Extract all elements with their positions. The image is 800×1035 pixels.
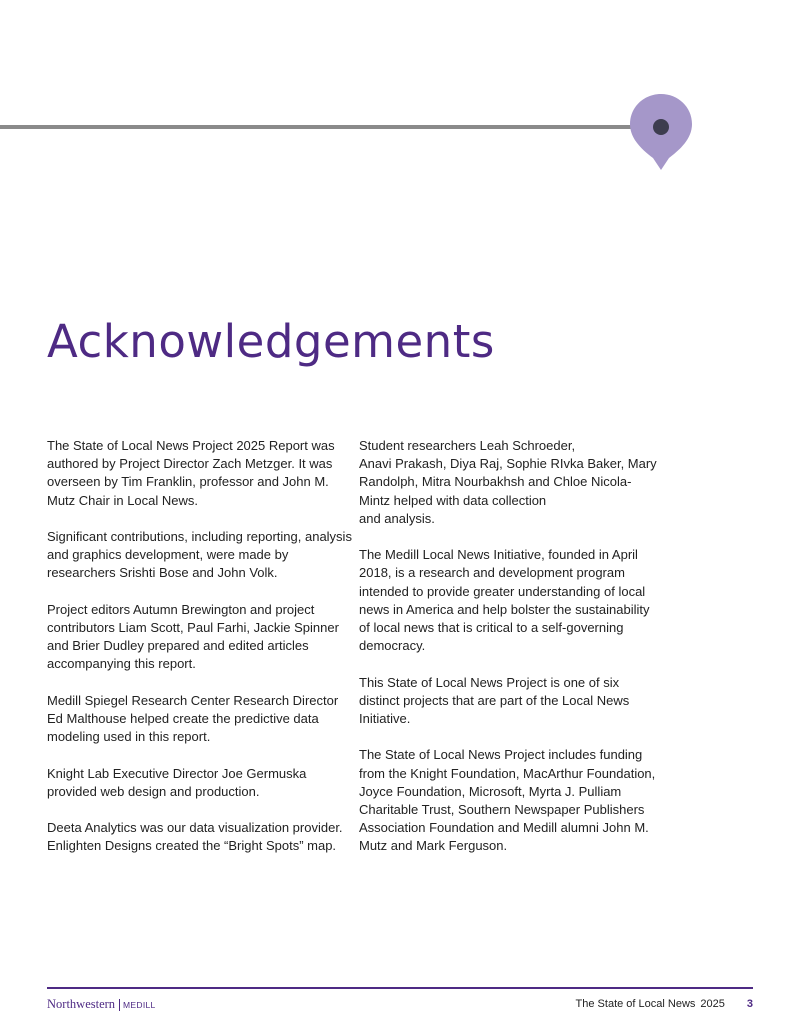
logo-medill: MEDILL: [123, 999, 156, 1010]
footer-year: 2025: [700, 998, 725, 1010]
left-column: [47, 437, 352, 874]
page-number: 3: [746, 998, 753, 1010]
logo-divider: [119, 999, 120, 1011]
paragraph: Medill Spiegel Research Center Research Director Ed Malthouse helped create the predictive data modeling used in this report.: [47, 692, 339, 745]
paragraph: Project editors Autumn Brewington and project contributors Liam Scott, Paul Farhi, Jackie Spinner and Brier Dudley prepared and edited articles accompanying this report.: [47, 601, 339, 672]
paragraph: Knight Lab Executive Director Joe Germuska provided web design and production.: [47, 765, 307, 799]
northwestern-medill-logo: [47, 997, 156, 1012]
header-rule-line: [0, 125, 662, 129]
footer-report-info: [576, 998, 753, 1010]
location-pin-icon: [630, 94, 692, 170]
paragraph: Student researchers Leah Schroeder, Anavi Prakash, Diya Raj, Sophie RIvka Baker, Mary Randolph, Mitra Nourbakhsh and Chloe Nicola-Mintz helped with data collection and analysis.: [359, 438, 657, 526]
paragraph: Deeta Analytics was our data visualization provider. Enlighten Designs created the “Bright Spots” map.: [47, 820, 343, 854]
footer-rule: [47, 987, 753, 989]
page-title: Acknowledgements: [47, 315, 495, 368]
paragraph: The State of Local News Project includes funding from the Knight Foundation, MacArthur Foundation, Joyce Foundation, Microsoft, Myrta J. Pulliam Charitable Trust, Southern Newspaper Publishers Association Foundation and Medill alumni John M. Mutz and Mark Ferguson.: [359, 747, 656, 854]
paragraph: The Medill Local News Initiative, founded in April 2018, is a research and development program intended to provide greater understanding of local news in America and help bolster the sustainability of local news that is critical to a self-governing democracy.: [359, 547, 650, 654]
paragraph: The State of Local News Project 2025 Report was authored by Project Director Zach Metzger. It was overseen by Tim Franklin, professor and John M. Mutz Chair in Local News.: [47, 438, 335, 508]
footer-report-title: The State of Local News: [575, 998, 696, 1010]
paragraph: This State of Local News Project is one of six distinct projects that are part of the Local News Initiative.: [359, 674, 630, 727]
paragraph: Significant contributions, including reporting, analysis and graphics development, were made by researchers Srishti Bose and John Volk.: [47, 529, 352, 581]
right-column: [359, 437, 659, 874]
logo-northwestern: Northwestern: [47, 997, 116, 1011]
